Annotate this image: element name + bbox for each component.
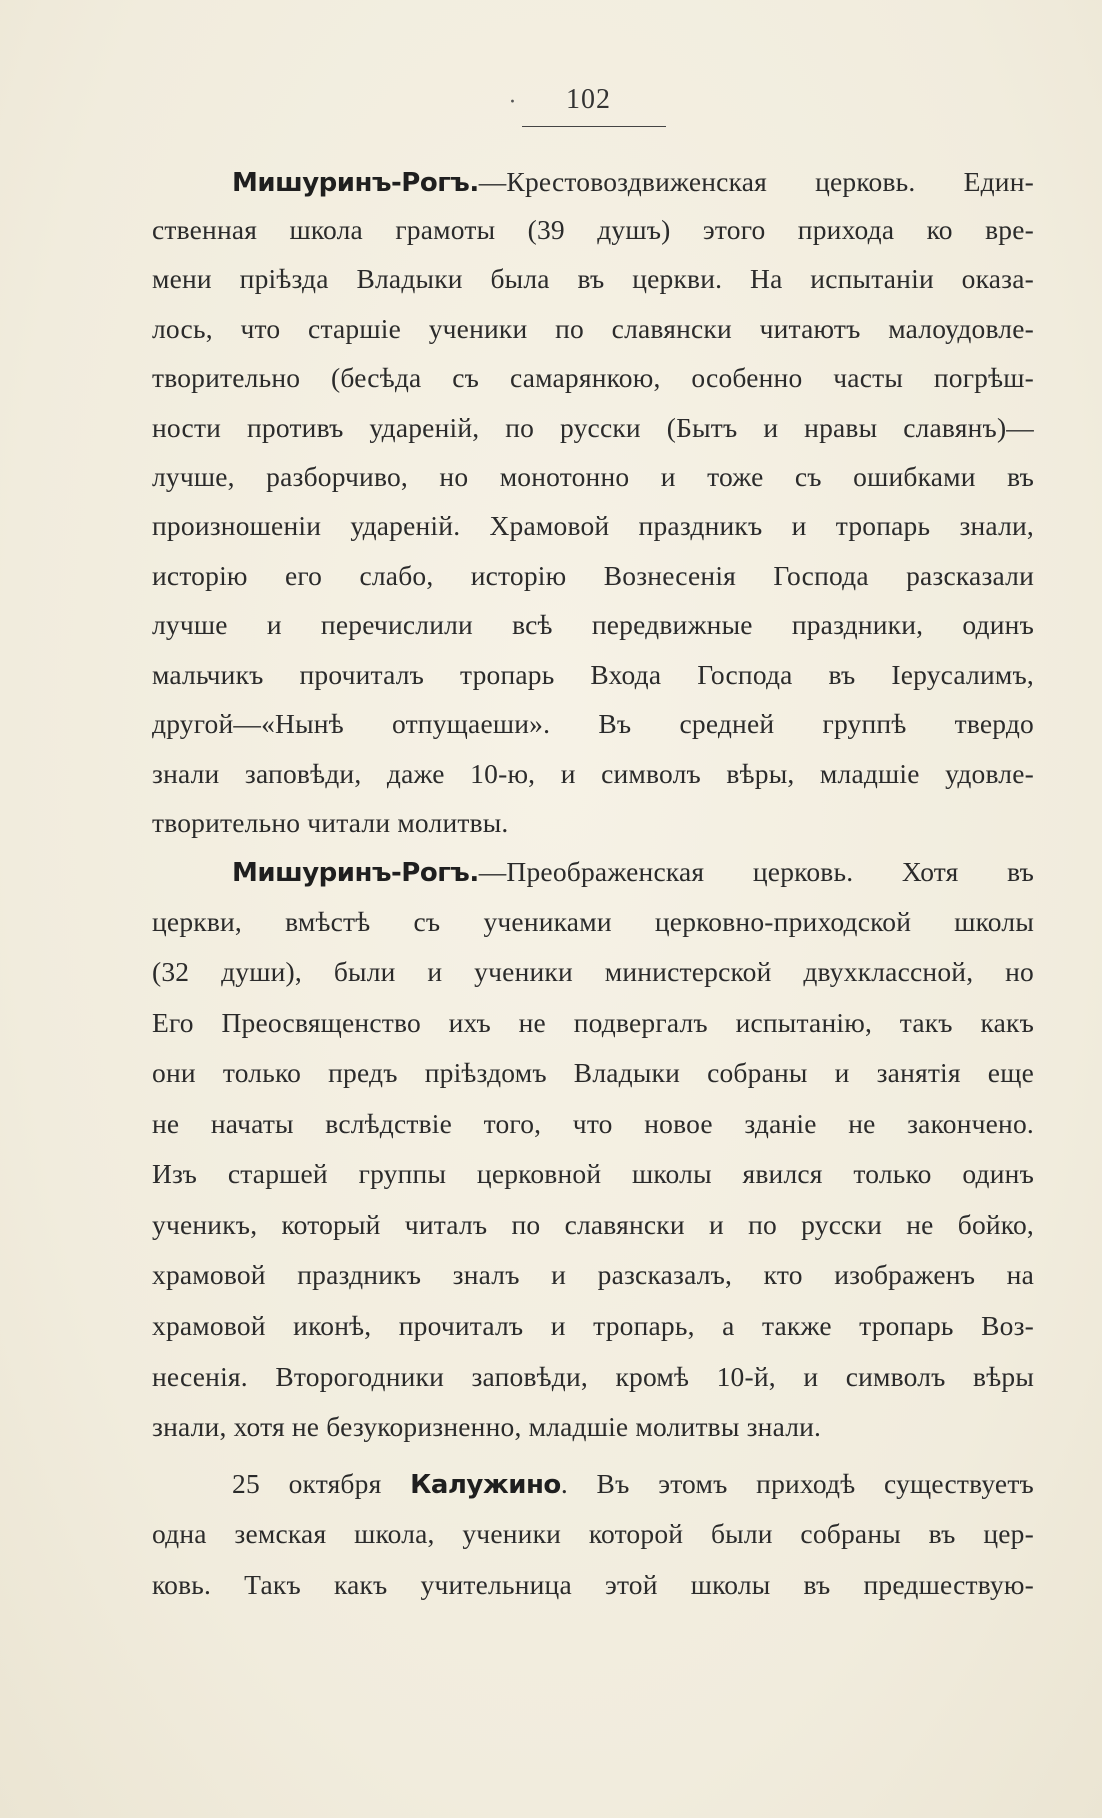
text-line: они только предъ прiѣздомъ Владыки собраны и занятiя еще [152, 1057, 1034, 1088]
text-line: несенiя. Второгодники заповѣди, кромѣ 10-й, и символъ вѣры [152, 1361, 1034, 1392]
text-line: не начаты вслѣдствiе того, что новое зданiе не закончено. [152, 1108, 1034, 1139]
place-name: Мишуринъ-Рогъ. [232, 858, 479, 888]
text-line: лучше, разборчиво, но монотонно и тоже съ ошибками въ [152, 461, 1034, 492]
text-line: ности противъ ударенiй, по русски (Бытъ и нравы славянъ)— [152, 412, 1034, 443]
text-line: Его Преосвященство ихъ не подвергалъ испытанiю, такъ какъ [152, 1007, 1034, 1038]
text-line: Мишуринъ-Рогъ.—Преображенская церковь. Хотя въ [232, 856, 1034, 888]
text-line: 25 октября Калужино. Въ этомъ приходѣ существуетъ [232, 1468, 1034, 1500]
header-rule [522, 126, 666, 127]
text-line: храмовой иконѣ, прочиталъ и тропарь, а также тропарь Воз- [152, 1310, 1034, 1341]
text-line: произношенiи ударенiй. Храмовой праздникъ и тропарь знали, [152, 510, 1034, 541]
page-number: 102 [566, 84, 611, 115]
text-line: одна земская школа, ученики которой были собраны въ цер- [152, 1518, 1034, 1549]
text-line: знали, хотя не безукоризненно, младшiе молитвы знали. [152, 1411, 822, 1442]
text-line: ственная школа грамоты (39 душъ) этого прихода ко вре- [152, 214, 1034, 245]
place-name: Калужино [410, 1470, 561, 1500]
text-line: творительно читали молитвы. [152, 807, 509, 838]
header-dot: · [509, 90, 516, 115]
text-line: творительно (бесѣда съ самарянкою, особенно часты погрѣш- [152, 362, 1034, 393]
text-line: другой—«Нынѣ отпущаеши». Въ средней группѣ твердо [152, 708, 1034, 739]
page-header [0, 82, 1102, 132]
text-line: мени прiѣзда Владыки была въ церкви. На испытанiи оказа- [152, 263, 1034, 294]
text-line: ковь. Такъ какъ учительница этой школы въ предшествую- [152, 1569, 1034, 1600]
text-line: Изъ старшей группы церковной школы явился только одинъ [152, 1158, 1034, 1189]
text-line: (32 души), были и ученики министерской двухклассной, но [152, 956, 1034, 987]
text-line: знали заповѣди, даже 10-ю, и символъ вѣры, младшiе удовле- [152, 758, 1034, 789]
text-line: ученикъ, который читалъ по славянски и по русски не бойко, [152, 1209, 1034, 1240]
text-line: церкви, вмѣстѣ съ учениками церковно-приходской школы [152, 906, 1034, 937]
place-name: Мишуринъ-Рогъ. [232, 168, 479, 198]
text-line: исторiю его слабо, исторiю Вознесенiя Господа разсказали [152, 560, 1034, 591]
text-line: лучше и перечислили всѣ передвижные праздники, одинъ [152, 609, 1034, 640]
text-line: Мишуринъ-Рогъ.—Крестовоздвиженская церковь. Един- [232, 166, 1034, 198]
text-line: храмовой праздникъ зналъ и разсказалъ, кто изображенъ на [152, 1259, 1034, 1290]
text-line: мальчикъ прочиталъ тропарь Входа Господа въ Iерусалимъ, [152, 659, 1034, 690]
text-line: лось, что старшiе ученики по славянски читаютъ малоудовле- [152, 313, 1034, 344]
